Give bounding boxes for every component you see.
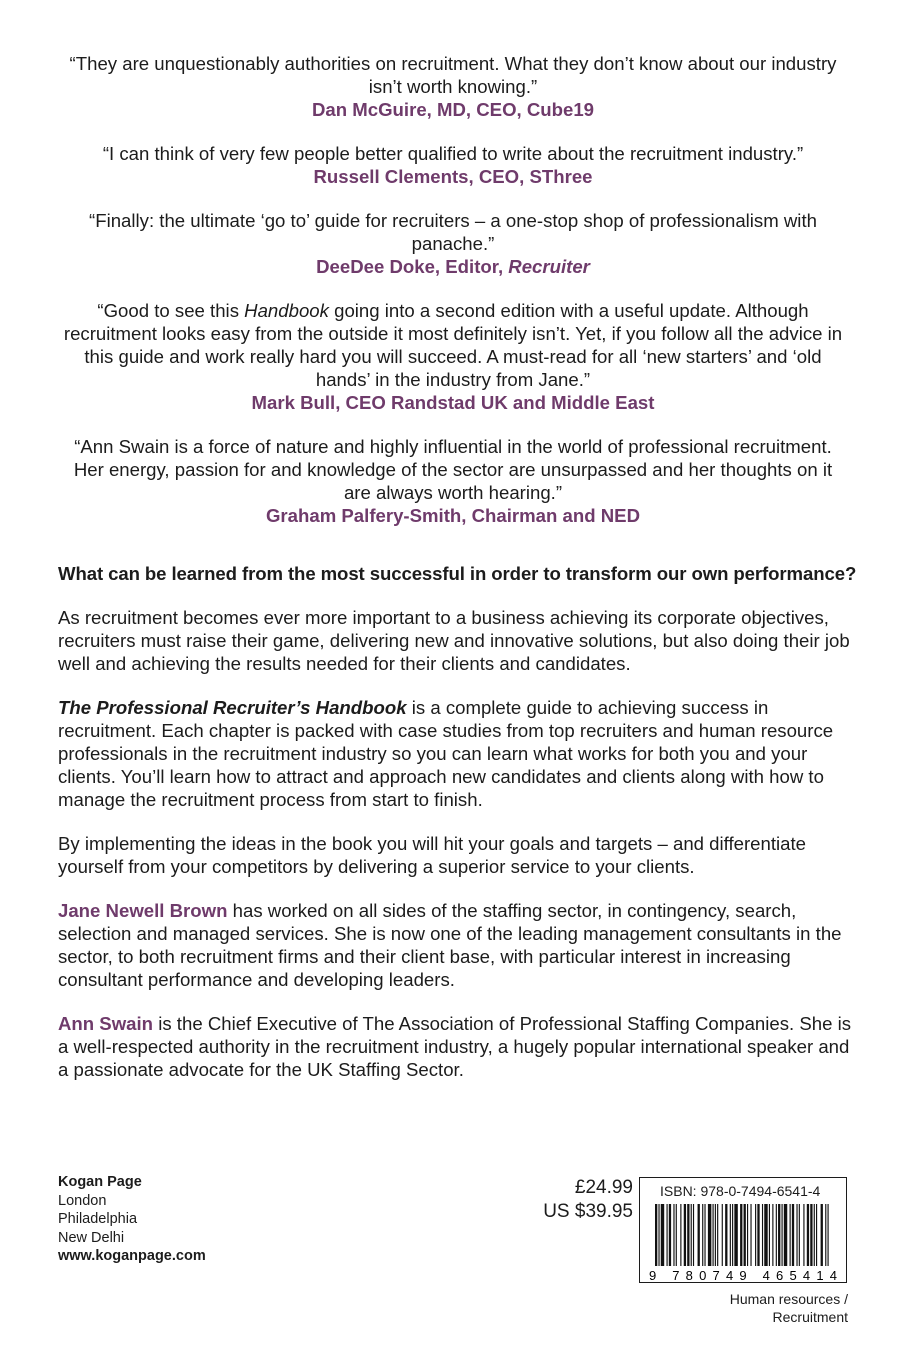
barcode-bar bbox=[740, 1204, 742, 1266]
isbn-box bbox=[639, 1177, 847, 1283]
barcode-bar bbox=[799, 1204, 800, 1266]
barcode-bar bbox=[691, 1204, 692, 1266]
publisher-city: Philadelphia bbox=[58, 1211, 138, 1227]
barcode-bar bbox=[750, 1204, 751, 1266]
barcode-bar bbox=[717, 1204, 718, 1266]
barcode-bar bbox=[772, 1204, 773, 1266]
barcode-bar bbox=[828, 1204, 829, 1266]
endorsement-1 bbox=[58, 52, 848, 121]
barcode-bar bbox=[747, 1204, 748, 1266]
barcode-bar bbox=[698, 1204, 700, 1266]
endorsement-text: “Ann Swain is a force of nature and highly influential in the world of professional recruitment. Her energy, passion for and knowledge of the sector are unsurpassed and her thoughts on it are always worth hearing.” bbox=[73, 436, 833, 503]
barcode-bar bbox=[725, 1204, 727, 1266]
endorsement-text: “They are unquestionably authorities on recruitment. What they don’t know about our industry isn’t worth knowing.” bbox=[69, 53, 837, 97]
barcode-bar bbox=[744, 1204, 746, 1266]
barcode-bar bbox=[807, 1204, 809, 1266]
barcode-digits: 9 780749 465414 bbox=[649, 1268, 837, 1282]
barcode-bar bbox=[825, 1204, 826, 1266]
subject-category bbox=[690, 1290, 848, 1326]
description bbox=[58, 562, 858, 1102]
endorsement-3 bbox=[58, 209, 848, 278]
barcode-bar bbox=[676, 1204, 677, 1266]
barcode-bar bbox=[722, 1204, 723, 1266]
barcode-bar bbox=[687, 1204, 689, 1266]
barcode-bar bbox=[792, 1204, 794, 1266]
endorsement-author: Mark Bull, CEO Randstad UK and Middle East bbox=[251, 392, 655, 413]
barcode-bar bbox=[814, 1204, 815, 1266]
barcode-bar bbox=[803, 1204, 804, 1266]
endorsement-text: “Finally: the ultimate ‘go to’ guide for recruiters – a one-stop shop of professionalism with panache.” bbox=[89, 210, 817, 254]
endorsement-author-name: DeeDee Doke, Editor, bbox=[316, 256, 509, 277]
headline: What can be learned from the most successful in order to transform our own performance? bbox=[58, 563, 857, 584]
barcode-bar bbox=[821, 1204, 823, 1266]
barcode-bar bbox=[680, 1204, 681, 1266]
endorsement-text bbox=[58, 299, 848, 391]
barcode-bar bbox=[784, 1204, 787, 1266]
barcode-bar bbox=[708, 1204, 711, 1266]
author-name: Jane Newell Brown bbox=[58, 900, 228, 921]
author-bio-text: is the Chief Executive of The Association of Professional Staffing Companies. She is a well-respected authority in the recruitment industry, a hugely popular international speaker and a passionate advocate for the UK Staffing Sector. bbox=[58, 1013, 852, 1080]
magazine-title: Recruiter bbox=[508, 256, 590, 277]
endorsements bbox=[58, 52, 848, 548]
barcode-bar bbox=[704, 1204, 705, 1266]
barcode-bar bbox=[673, 1204, 674, 1266]
paragraph-book bbox=[58, 696, 858, 811]
handbook-italic: Handbook bbox=[244, 300, 329, 321]
barcode-bar bbox=[769, 1204, 770, 1266]
paragraph-intro: As recruitment becomes ever more important to a business achieving its corporate objectives, recruiters must raise their game, delivering new and innovative solutions, but also doing their job well and achieving the results needed for their clients and candidates. bbox=[58, 607, 850, 674]
barcode-bar bbox=[734, 1204, 737, 1266]
barcode-bar bbox=[778, 1204, 780, 1266]
barcode-bar bbox=[782, 1204, 783, 1266]
barcode-bar bbox=[732, 1204, 733, 1266]
endorsement-author: Russell Clements, CEO, SThree bbox=[313, 166, 593, 187]
barcode-bars bbox=[655, 1204, 829, 1266]
publisher-website: www.koganpage.com bbox=[58, 1248, 206, 1264]
paragraph-benefits: By implementing the ideas in the book you will hit your goals and targets – and differentiate yourself from your competitors by delivering a superior service to your clients. bbox=[58, 833, 806, 877]
category-line: Recruitment bbox=[772, 1309, 848, 1325]
endorsement-2 bbox=[58, 142, 848, 188]
endorsement-text-end: going into a second edition with a useful update. Although recruitment looks easy from the outside it most definitely isn’t. Yet, if you follow all the advice in this guide and work really hard you will succeed. A must-read for all ‘new starters’ and ‘old hands’ in the industry from Jane.” bbox=[63, 300, 843, 390]
price-gbp: £24.99 bbox=[574, 1177, 633, 1198]
barcode-bar bbox=[655, 1204, 657, 1266]
barcode-bar bbox=[764, 1204, 767, 1266]
category-line: Human resources / bbox=[729, 1291, 848, 1307]
endorsement-4 bbox=[58, 299, 848, 414]
barcode-bar bbox=[693, 1204, 694, 1266]
endorsement-author: Dan McGuire, MD, CEO, Cube19 bbox=[311, 99, 595, 120]
endorsement-text: “I can think of very few people better qualified to write about the recruitment industry.” bbox=[102, 143, 804, 164]
endorsement-text-start: “Good to see this bbox=[97, 300, 245, 321]
barcode-bar bbox=[776, 1204, 777, 1266]
barcode-bar bbox=[661, 1204, 664, 1266]
barcode-bar bbox=[757, 1204, 759, 1266]
barcode-bar bbox=[684, 1204, 686, 1266]
author-name: Ann Swain bbox=[58, 1013, 154, 1034]
endorsement-author bbox=[58, 255, 848, 278]
publisher-name: Kogan Page bbox=[58, 1174, 142, 1190]
barcode-bar bbox=[755, 1204, 756, 1266]
endorsement-5 bbox=[58, 435, 848, 527]
barcode-bar bbox=[715, 1204, 716, 1266]
barcode-bar bbox=[796, 1204, 797, 1266]
barcode-bar bbox=[702, 1204, 703, 1266]
isbn-label: ISBN: 978-0-7494-6541-4 bbox=[660, 1183, 821, 1199]
author-bio-2 bbox=[58, 1012, 858, 1081]
barcode-bar bbox=[713, 1204, 714, 1266]
barcode-bar bbox=[658, 1204, 659, 1266]
barcode-bar bbox=[790, 1204, 791, 1266]
publisher-block bbox=[58, 1173, 206, 1266]
barcode-bar bbox=[730, 1204, 731, 1266]
publisher-city: New Delhi bbox=[58, 1229, 125, 1246]
price-block bbox=[520, 1176, 633, 1224]
publisher-city: London bbox=[58, 1192, 107, 1209]
barcode bbox=[649, 1204, 837, 1282]
paragraph-book-text: is a complete guide to achieving success in recruitment. Each chapter is packed with case studies from top recruiters and human resource professionals in the recruitment industry so you can learn what works for both you and your clients. You’ll learn how to attract and approach new candidates and clients along with how to manage the recruitment process from start to finish. bbox=[58, 697, 834, 810]
endorsement-author: Graham Palfery-Smith, Chairman and NED bbox=[265, 505, 641, 526]
barcode-bar bbox=[669, 1204, 671, 1266]
barcode-bar bbox=[816, 1204, 817, 1266]
author-bio-1 bbox=[58, 899, 858, 991]
price-usd: US $39.95 bbox=[543, 1201, 633, 1222]
barcode-bar bbox=[667, 1204, 668, 1266]
author-bio-text: has worked on all sides of the staffing sector, in contingency, search, selection and managed services. She is now one of the leading management consultants in the sector, to both recruitment firms and their client base, with particular interest in increasing consultant performance and developing leaders. bbox=[58, 900, 842, 990]
book-title: The Professional Recruiter’s Handbook bbox=[58, 697, 407, 718]
barcode-bar bbox=[762, 1204, 763, 1266]
barcode-bar bbox=[810, 1204, 812, 1266]
